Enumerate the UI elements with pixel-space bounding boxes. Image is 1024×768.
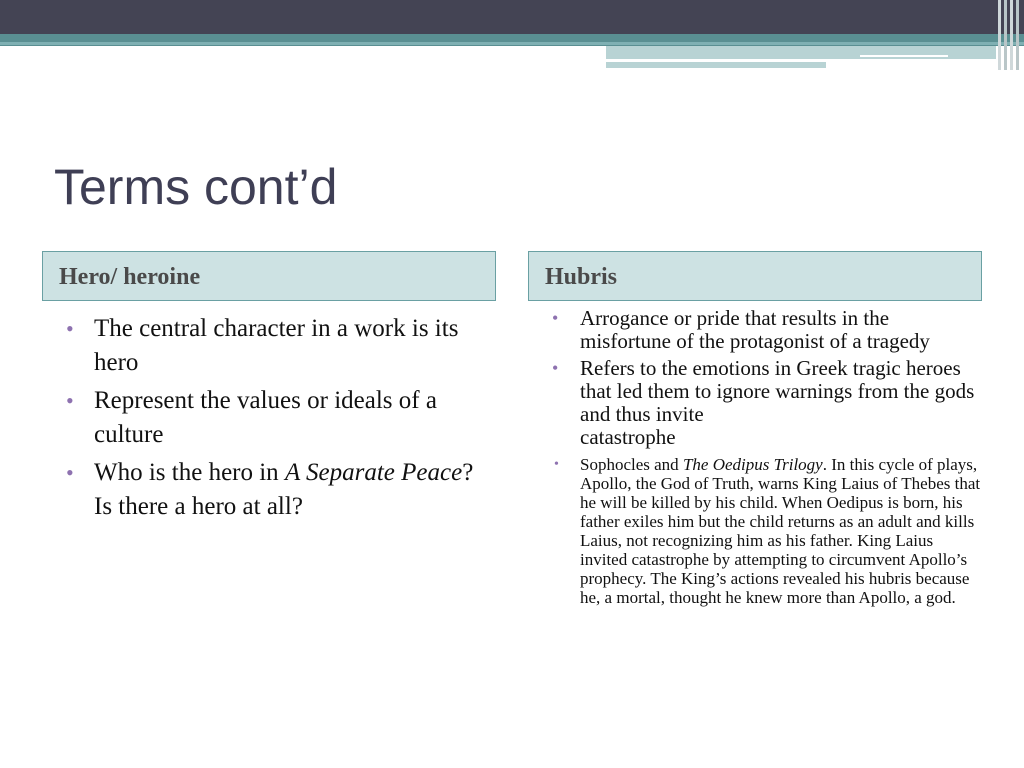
accent-stripe-small [606,62,826,68]
item-text: Refers to the emotions in Greek tragic heroes that led them to ignore warnings from the gods and thus invite [580,356,975,426]
hubris-header: Hubris [528,251,982,301]
work-title: The Oedipus Trilogy [682,455,823,474]
hero-definition-list [66,312,486,528]
edge-stripe [1016,0,1019,70]
edge-stripe [1010,0,1013,70]
list-item: • Represent the values or ideals of a culture [66,384,486,452]
accent-bar-light [0,42,1024,45]
top-bar [0,0,1024,34]
edge-stripe [998,0,1001,70]
list-item: • The central character in a work is its hero [66,312,486,380]
list-item: • Arrogance or pride that results in the misfortune of the protagonist of a tragedy [552,307,982,353]
accent-stripe [606,46,996,59]
slide-title: Terms cont’d [54,159,338,215]
item-text: Who is the hero in [94,459,285,486]
item-text: catastrophe [580,425,676,449]
list-item [66,456,486,524]
list-item [552,357,982,449]
accent-line [860,55,948,57]
hero-heroine-header: Hero/ heroine [42,251,496,301]
list-item [552,455,982,607]
item-text: . In this cycle of plays, Apollo, the God of Truth, warns King Laius of Thebes that he will be killed by his child. When Oedipus is born, his father exiles him but the child returns as an adult and kills Laius, not recognizing him as his father. King Laius invited catastrophe by attempting to circumvent Apollo’s prophecy. The King’s actions revealed his hubris because he, a mortal, thought he knew more than Apollo, a god. [580,455,981,607]
item-text: ? Is there a hero at all? [94,459,474,520]
item-text: Sophocles and [580,455,683,474]
hubris-definition-list [552,307,982,607]
edge-stripe [1004,0,1007,70]
book-title: A Separate Peace [284,459,463,486]
